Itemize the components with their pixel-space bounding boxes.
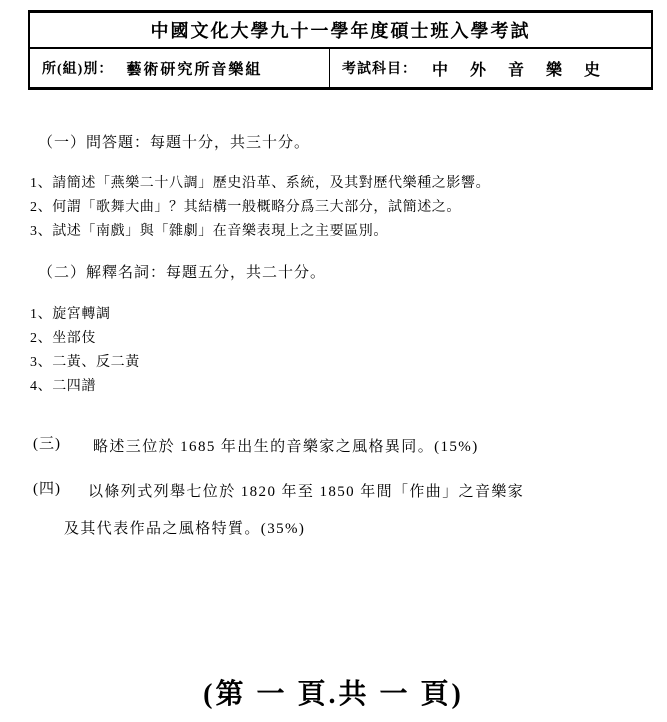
section3-label: (三) bbox=[33, 436, 61, 452]
section4-label: (四) bbox=[33, 481, 61, 497]
subject-cell bbox=[330, 49, 651, 87]
term-item: 2、坐部伎 bbox=[30, 331, 96, 346]
section1-heading: （一）問答題：每題十分，共三十分。 bbox=[38, 135, 311, 151]
exam-title: 中國文化大學九十一學年度碩士班入學考試 bbox=[150, 21, 531, 41]
department-cell bbox=[30, 49, 330, 87]
subject-value: 中 外 音 樂 史 bbox=[432, 61, 610, 79]
title-row bbox=[30, 13, 651, 49]
term-item: 3、二黃、反二黃 bbox=[30, 355, 140, 370]
question-item: 3、試述「南戲」與「雜劇」在音樂表現上之主要區別。 bbox=[30, 224, 388, 239]
term-item: 1、旋宮轉調 bbox=[30, 307, 111, 322]
header-info-row bbox=[30, 49, 651, 87]
page-number-indicator: (第 一 頁.共 一 頁) bbox=[203, 679, 464, 710]
section4-text-continued: 及其代表作品之風格特質。(35%) bbox=[64, 521, 306, 537]
question-item: 1、請簡述「燕樂二十八調」歷史沿革、系統，及其對歷代樂種之影響。 bbox=[30, 176, 491, 191]
header-table bbox=[28, 10, 653, 90]
section2-terms bbox=[30, 303, 140, 399]
subject-label: 考試科目： bbox=[342, 62, 417, 77]
department-value: 藝術研究所音樂組 bbox=[126, 61, 263, 78]
section2-heading: （二）解釋名詞：每題五分，共二十分。 bbox=[38, 265, 327, 281]
department-label: 所(組)別： bbox=[42, 62, 114, 77]
section4-text: 以條列式列舉七位於 1820 年至 1850 年間「作曲」之音樂家 bbox=[88, 484, 525, 500]
question-item: 2、何謂「歌舞大曲」？其結構一般概略分爲三大部分，試簡述之。 bbox=[30, 200, 461, 215]
section3-text: 略述三位於 1685 年出生的音樂家之風格異同。(15%) bbox=[93, 439, 479, 455]
section1-questions bbox=[30, 172, 490, 244]
term-item: 4、二四譜 bbox=[30, 379, 96, 394]
